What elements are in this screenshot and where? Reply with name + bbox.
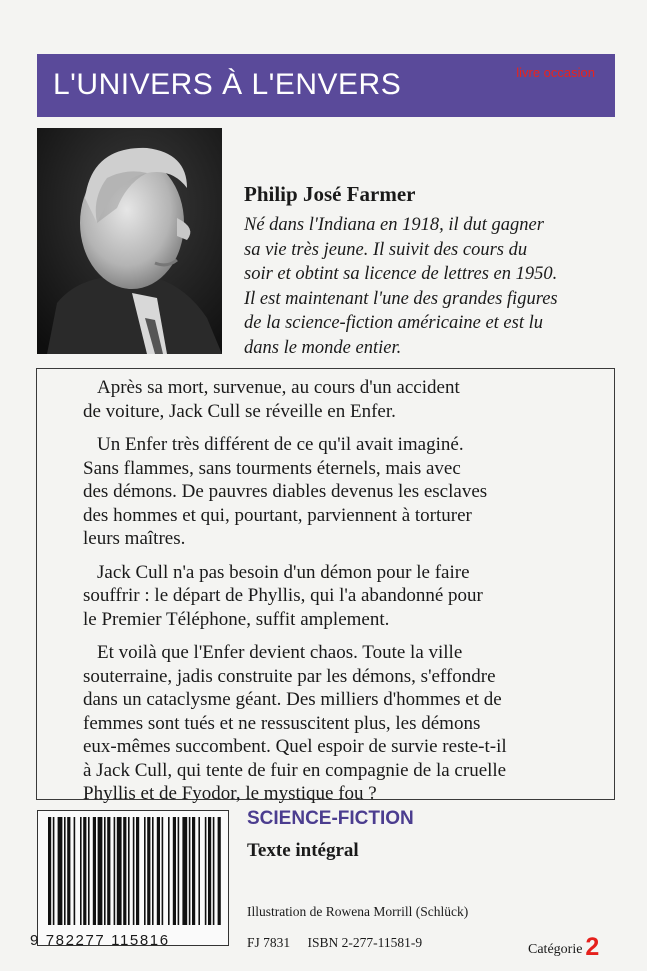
illustration-credit: Illustration de Rowena Morrill (Schlück) [247,904,469,919]
blurb-line: à Jack Cull, qui tente de fuir en compagnie de la cruelle [83,759,507,781]
blurb-paragraph [83,376,596,423]
category-number: 2 [585,933,600,961]
bio-line: Né dans l'Indiana en 1918, il dut gagner [244,215,544,235]
blurb-line: des hommes et qui, pourtant, parviennent à torturer [83,504,472,526]
blurb-line: Après sa mort, survenue, au cours d'un accident [97,377,460,398]
blurb-line: eux-mêmes succombent. Quel espoir de survie reste-t-il [83,736,507,757]
blurb-line: Un Enfer très différent de ce qu'il avait imaginé. [97,434,464,455]
blurb-paragraph [83,561,596,632]
bio-line: Il est maintenant l'une des grandes figures [244,288,558,309]
blurb-line: des démons. De pauvres diables devenus les esclaves [83,481,488,502]
blurb-paragraph [83,433,596,551]
author-bio [244,213,624,360]
blurb-line: de voiture, Jack Cull se réveille en Enfer. [83,400,396,422]
fj-code: FJ 7831 [247,935,291,950]
blurb-box [36,368,615,804]
bio-line: dans le monde entier. [244,337,402,358]
barcode-icon [38,811,227,929]
barcode [37,810,229,946]
blurb-line: femmes sont tués et ne ressuscitent plus, les démons [83,712,481,734]
barcode-number: 9 782277 115816 [30,932,170,949]
author-photo [37,128,222,354]
category [528,933,599,962]
category-label: Catégorie [528,942,583,957]
blurb-line: Et voilà que l'Enfer devient chaos. Toute la ville [97,642,463,663]
blurb-line: Phyllis et de Fyodor, le mystique fou ? [83,783,377,804]
blurb-line: leurs maîtres. [83,528,186,549]
title-banner [37,54,615,117]
bio-line: soir et obtint sa licence de lettres en 1950. [244,264,558,284]
bio-line: de la science-fiction américaine et est lu [244,313,543,333]
author-portrait-icon [37,128,222,354]
book-title: L'UNIVERS À L'ENVERS [53,68,402,101]
blurb-line: souterraine, jadis construite par les démons, s'effondre [83,665,496,687]
author-name: Philip José Farmer [244,182,416,206]
blurb-line: dans un cataclysme géant. Des milliers d'hommes et de [83,689,502,710]
bio-line: sa vie très jeune. Il suivit des cours du [244,239,528,260]
blurb-paragraph [83,641,596,806]
blurb-line: souffrir : le départ de Phyllis, qui l'a abandonné pour [83,585,483,606]
blurb-line: Jack Cull n'a pas besoin d'un démon pour le faire [97,561,470,583]
isbn: ISBN 2-277-11581-9 [307,935,423,950]
blurb-line: le Premier Téléphone, suffit amplement. [83,608,390,630]
genre-label: SCIENCE-FICTION [247,808,414,829]
used-book-stamp: livre occasion [516,65,595,80]
edition-label: Texte intégral [247,840,359,861]
blurb-line: Sans flammes, sans tourments éternels, mais avec [83,457,461,479]
publication-codes [247,935,436,951]
